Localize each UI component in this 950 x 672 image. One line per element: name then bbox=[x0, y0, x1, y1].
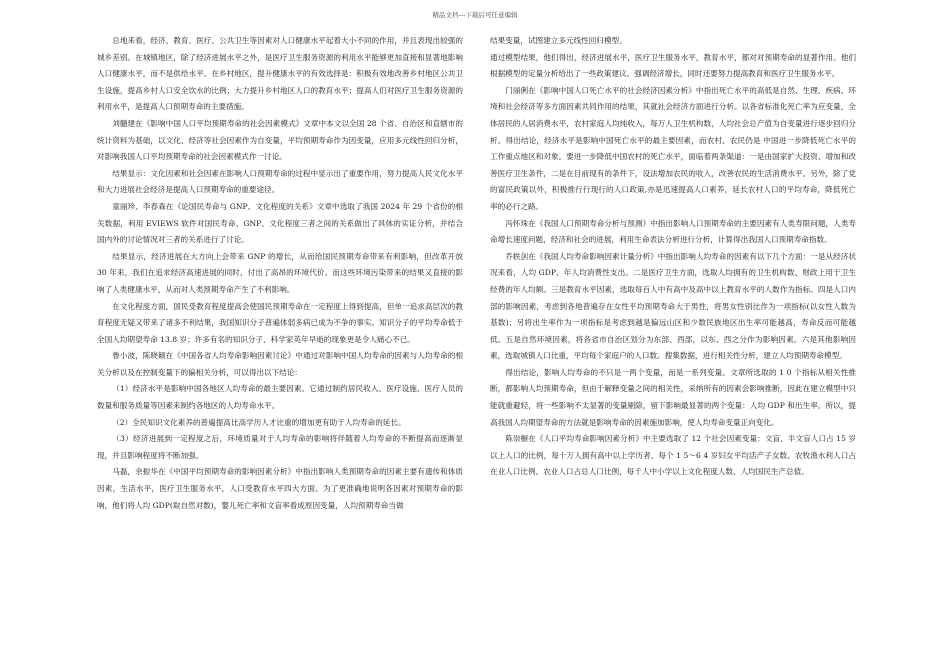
paragraph: 冯怀珠在《我国人口预期寿命分析与预测》中指出影响人口预期寿命的主要因素有人类寿限问题，人类寿命增长速度问题，经济和社会的进展，利用生命表法分析进行分析，计算得出我国人口预期寿命指数。 bbox=[490, 218, 856, 245]
paragraph: 童丽珍、李春森在《论国民寿命与 GNP、文化程度的关系》文章中选取了我国 2024 年 29 个省份的相关数据，利用 EVIEWS 软件对国民寿命、GNP、文化程度三者之间的关系做出了具体的实证分析，并结合国内外的讨论情况对三者的关系进行了讨论。 bbox=[97, 201, 463, 245]
paragraph-continued: 结果变量，试图建立多元线性回归模型。 bbox=[490, 36, 627, 45]
left-column bbox=[97, 33, 463, 514]
page-header: 精品文档---下载后可任意编辑 bbox=[432, 11, 518, 19]
paragraph: 得出结论，影响人均寿命的不只是一两个变量，而是一系列变量。文章所选取的 1 0 个指标从相关性推断，都影响人均预期寿命，但由于解释变量之间的相关性，采纳所有的因素会影响推断，因此在建立模型中只能就重避轻，将一些影响不太显著的变量剔除，留下影响最显著的两个变量：人均 GDP 和出生率。所以，提高我国人均期望寿命的方法就是影响寿命的因素施加影响，使人均寿命变量正向变化。 bbox=[490, 367, 856, 427]
paragraph: 刘髓建在《影响中国人口平均预期寿命的社会因素模式》文章中本文以全国 28 个省、自治区和直辖市的统计资料为基础，以文化、经济等社会因素作为自变量，平均预期寿命作为因变量，应用多元线性回归分析，对影响我国人口平均预期寿命的社会因素模式作一讨论。 bbox=[97, 118, 463, 162]
paragraph: 在文化程度方面，国民受教育程度提高会使国民预期寿命在一定程度上得到提高，但单一追求高层次的教育程度无疑又带来了诸多不利结果，我国知识分子普遍体弱多病已成为不争的事实。知识分子的平均寿命低于全国人均期望寿命 13.8 岁；许多有名的知识分子、科学家英年早逝的现象更是令人痛心不已。 bbox=[97, 301, 463, 344]
right-column bbox=[490, 33, 856, 481]
list-item: （1）经济水平是影响中国各地区人均寿命的最主要因素。它通过制约居民收入、医疗设施、医疗人员的数量和服务质量等因素来制约各地区的人均寿命水平。 bbox=[97, 384, 463, 411]
paragraph: 门丽俐在《影响中国人口死亡水平的社会经济因素分析》中指出死亡水平的高低是自然、生理、疾病、环境和社会经济等多方面因素共同作用的结果，其就社会经济方面进行分析。以各省标准化死亡率为应变量，全体居民的人居消费水平，农村家庭人均纯收入，每万人卫生机构数，人均社会总产值为自变量进行逐步回归分析。得出结论，经济水平是影响中国死亡水平的最主要因素，而农村、农民仍是 中国进一步降低死亡水平的工作重点地区和对象。要进一步降低中国农村的死亡水平，面临着两条渠道：一是由国家扩大投资、增加和改善医疗卫生条件，二是在目前现有的条件下，设法增加农民的收入，改善农民的生活消费水平。另外，除了党的富民政策以外，积极推行行现行的人口政策,亦是迅速提高人口素养，延长农村人口的平均寿命，降低死亡率的必行之路。 bbox=[490, 85, 856, 211]
list-item: （2）全民知识文化素养的普遍提高比高学历人才比重的增加更有助于人均寿命的延长。 bbox=[112, 417, 406, 427]
paragraph: 总地来看，经济、教育、医疗、公共卫生等因素对人口健康水平起着大小不同的作用，并且表现出较强的城乡差别。在城镇地区，除了经济进展水平之外，是医疗卫生服务资源的利用水平能够更加直接和显著地影响人口健康水平，而不是供给水平。在乡村地区，提升健康水平的有效选择是：积极有效地改善乡村地区公共卫生设施，提高乡村人口安全饮水的比例；大力提升乡村地区人口的教育水平；提高人们对医疗卫生服务资源的利用水平，是提高人口预期寿命的主要措施。 bbox=[97, 36, 463, 112]
paragraph: 结果显示：文化因素和社会因素在影响人口预期寿命的过程中显示出了重要作用，努力提高人民文化水平和大力进展社会经济是提高人口预期寿命的重要途径。 bbox=[97, 168, 463, 195]
paragraph: 通过模型结果，他们得出，经济进展水平，医疗卫生服务水平，教育水平，都对对预期寿命的显著作用。他们根据模型的定量分析给出了一些政策建议。强调经济增长，同时还要努力提高教育和医疗卫生服务水平。 bbox=[490, 52, 856, 79]
paragraph: 乔轶剑在《我国人均寿命影响因素计量分析》中指出影响人均寿命的因素有以下几个方面：一是从经济状况来看，人均 GDP、年人均消费性支出。二是医疗卫生方面，选取人均拥有的卫生机构数、财政上用于卫生经费的年人均额。三是教育水平因素，选取每百人中有高中及高中以上教育水平的人数作为指标。四是人口内部的影响因素，考虑到各地普遍存在女性平均预期寿命大于男性，将男女性别比作为一项指标(以女性人数为基数)；另将出生率作为一项指标是考虑到越是偏远山区和少数民族地区出生率可能越高，寿命反而可能越低。五是自然环境因素，将各省市自治区划分为东部、西部，以东、西之分作为影响因素。六是其他影响因素，选取城镇人口比重，平均每个家庭户的人口数。搜集数据，进行相关性分析，建立人均预期寿命模型。 bbox=[490, 251, 856, 361]
paragraph: 结果显示，经济进展在大方向上会带来 GNP 的增长，从而给国民预期寿命带来有利影响，但改革开放 30 年来，我们在追求经济高速进展的同时，付出了高昂的环境代价。而这些环境污染带来的结果又直接的影响了人类健康水平，从而对人类预期寿命产生了不利影响。 bbox=[97, 251, 463, 294]
list-item: （3）经济进展到一定程度之后，环境质量对于人均寿命的影响将伴随着人均寿命的不断提高而逐渐显现，并且影响程度将不断加强。 bbox=[97, 434, 463, 460]
paragraph: 鲁小波，陈晓颖在《中国各省人均寿命影响因素讨论》中通过对影响中国人均寿命的因素与人均寿命的相关分析以及在控制变量下的偏相关分析，可以得出以下结论： bbox=[97, 351, 463, 377]
paragraph: 马磊，余振华在《中国平均预期寿命的影响因素分析》中指出影响人类预期寿命的因素主要有遗传和体质因素，生活水平，医疗卫生服务水平，人口受教育水平四大方面。为了更准确地说明各因素对预期寿命的影响，他们将人均 GDP(取自然对数)，婴儿死亡率和文盲率看成原因变量，人均预期寿命当做 bbox=[97, 467, 463, 510]
paragraph: 陈崇橱在《人口平均寿命影响因素分析》中主要选取了 12 个社会因素变量：文盲、半文盲人口占 15 岁以上人口的比例，每十万人拥有高中以上学历者、每个 1 5～6 4 岁妇女平均活产子女数、农牧渔水利人口占在业人口比例、农业人口占总人口比例，每千人中小学以上文化程度人数、人均国民生产总值、 bbox=[490, 434, 856, 477]
